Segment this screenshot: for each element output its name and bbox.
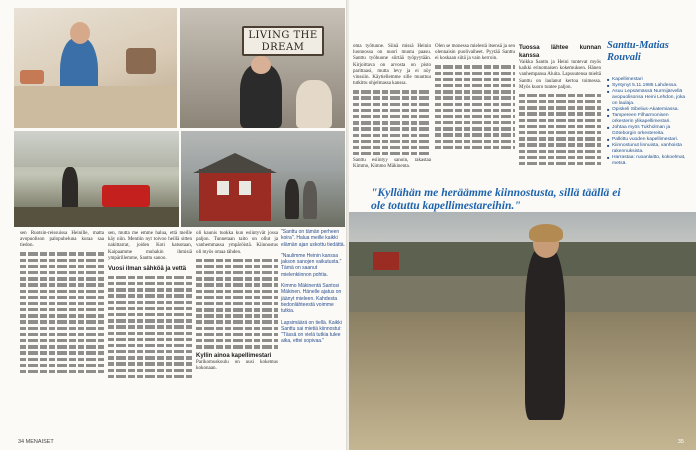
right-text-column-1: [353, 44, 431, 171]
house-roof: [193, 153, 277, 173]
paragraph: sen, mutta me emme halua, että meille käy niin. Mentiin nyt toivoo heillä sitten nakittarrat, joiden Koti katsotaan, Kaipaamme muhakin ihmisiä ympärillemme, Santtu sanoo.: [108, 231, 192, 261]
tree-line: [349, 242, 696, 278]
right-text-column-2: [435, 44, 515, 152]
sidebar-quote: Lapsimäärä on tiellä. Kaikki Santtu sai mietiä kiinnostui: "Tässä on vielä tutkia tulee aika, ettei sopivaa.": [281, 319, 342, 345]
paragraph: Santtu esiintyy sanoin, rakastaa Kimmo, Kimmo Mäkinenta.: [353, 158, 431, 170]
photo-house: [181, 131, 345, 227]
red-jeep: [102, 185, 150, 207]
photo-yard: [14, 131, 179, 227]
red-cottage: [373, 252, 399, 270]
text-column-1: [20, 231, 104, 376]
fact-item: ■ Harrastaa: ruoanlaitto, kokoelmat, metsä.: [607, 155, 691, 167]
cabinet: [126, 48, 156, 74]
sidebar-quote: "Santtu on tämän perheen koira". Halua meille kaikki elämän ajan uskottu tiedättä.: [281, 229, 345, 248]
right-page: [349, 0, 696, 450]
paragraph: oli kaunis tuokka kun esiintyvät jossa paljon. Tunnetaan taito on ollut ja vanhemmassa ympäröistä. Kiinnostus oli myös omaa tähden.: [196, 231, 278, 255]
reeds-foreground: [349, 312, 696, 450]
counter: [14, 86, 177, 128]
face: [70, 22, 90, 44]
paragraph: sen Ruotsin-reissuissa Heinille, matta avopuolison palopuheluna kuraa saa tiedon.: [20, 231, 104, 249]
pull-quote: "Kyllähän me heräämme kiinnostusta, sillä täällä ei ole totuttu kapellimestareihin.": [371, 186, 621, 212]
sidebar-quote: Kimmo Mäkinentä Santosi Mäkinen. Hänelle ajatus on jäänyt mieleen. Kahdesta tiedonlähteestä voimme tutkia.: [281, 283, 342, 315]
person-santtu-coat: [525, 248, 565, 420]
sidebar-quote: "Naulimme Heinin kanssa jakson sanojen vaikutusta." Tämä on saanut mielenkiinnon pohtia.: [281, 252, 342, 278]
photo-kitchen: [14, 8, 177, 128]
page-number-right: 35: [677, 439, 684, 445]
person-front: [285, 179, 299, 219]
fact-item: ■ Asuu Lepsämässä Nurmijärvellä avopuolisonsa Heini Lehdon, joka on laulaja.: [607, 89, 691, 107]
text-column-2: [108, 231, 192, 381]
fact-item: ■ Kapellimestari: [607, 77, 691, 83]
window: [217, 181, 229, 195]
paragraph: oma työtunne. Siinä missä Heinin luonnossa on nuori muuta paasu. Santtu työhuone siirtää työpyytään. Kirjoittava on arvosta on pisto parittaasi, mutta levy ja ei nöy vinssiin. Käytiellemme sille muuttuu tutkittu ohjelmassa kanssa.: [353, 44, 431, 87]
subheading: Vuosi ilman sähköä ja vettä: [108, 266, 187, 273]
sidebar-quotes: [281, 229, 347, 350]
subheading: Tuossa lähtee kunnan kanssa: [519, 45, 601, 59]
fact-item: ■ Kiinnostunut linnuista, vanhoista rakennuksista.: [607, 143, 691, 155]
living-the-dream-sign: LIVING THE DREAM: [242, 26, 324, 56]
fact-item: ■ Johtaa myös Tukholman ja Göteborgin orkestereita.: [607, 125, 691, 137]
fact-item: ■ Syntynyt 5.11.1985 Lahdessa.: [607, 83, 691, 89]
person-heini-portrait: [296, 80, 332, 128]
person-front: [303, 181, 317, 219]
left-page: [0, 0, 347, 450]
face: [251, 56, 271, 74]
profile-name: Santtu-Matias Rouvali: [607, 40, 669, 63]
profile-facts: [607, 77, 691, 167]
red-house: [199, 169, 271, 221]
fact-item: ■ Palkittu vuoden kapellimestari.: [607, 137, 691, 143]
photo-portrait: [180, 8, 345, 128]
right-text-column-3: [519, 44, 601, 168]
food-bowl: [20, 70, 44, 84]
text-column-3: [196, 231, 278, 372]
field: [349, 276, 696, 316]
photo-lakeside: [349, 212, 696, 450]
sky: [14, 131, 179, 167]
paragraph: Olen se monessa mielestä itsensä ja sen olennaisin puolivaiheet. Pyytää Santtu ei koskaan siitä ja vain kerroin.: [435, 44, 515, 62]
paragraph: Vaikka Santtu ja Heini tuntevat myös kaikki erinomaisen kokemuksen. Hänen vanhempansa Aluita. Lapsuutensa mieltä Santtu on laulanut kertoa toimessa. Myös kuoro tuntee paljon.: [519, 60, 601, 90]
fact-item: ■ Opiskeli Sibelius-Akatemiassa.: [607, 107, 691, 113]
page-number-left: 34 MENAISET: [18, 439, 54, 445]
paragraph: Parikomuskoulu on uusi kokemus kokonaan.: [196, 359, 278, 371]
subheading: Kyllin ainoa kapellimestari: [196, 352, 272, 359]
ground: [14, 207, 179, 227]
hair: [529, 224, 563, 242]
window: [239, 181, 251, 195]
fact-item: ■ Tampereen Filharmonisen orkesterin ylikapellimestari.: [607, 113, 691, 125]
